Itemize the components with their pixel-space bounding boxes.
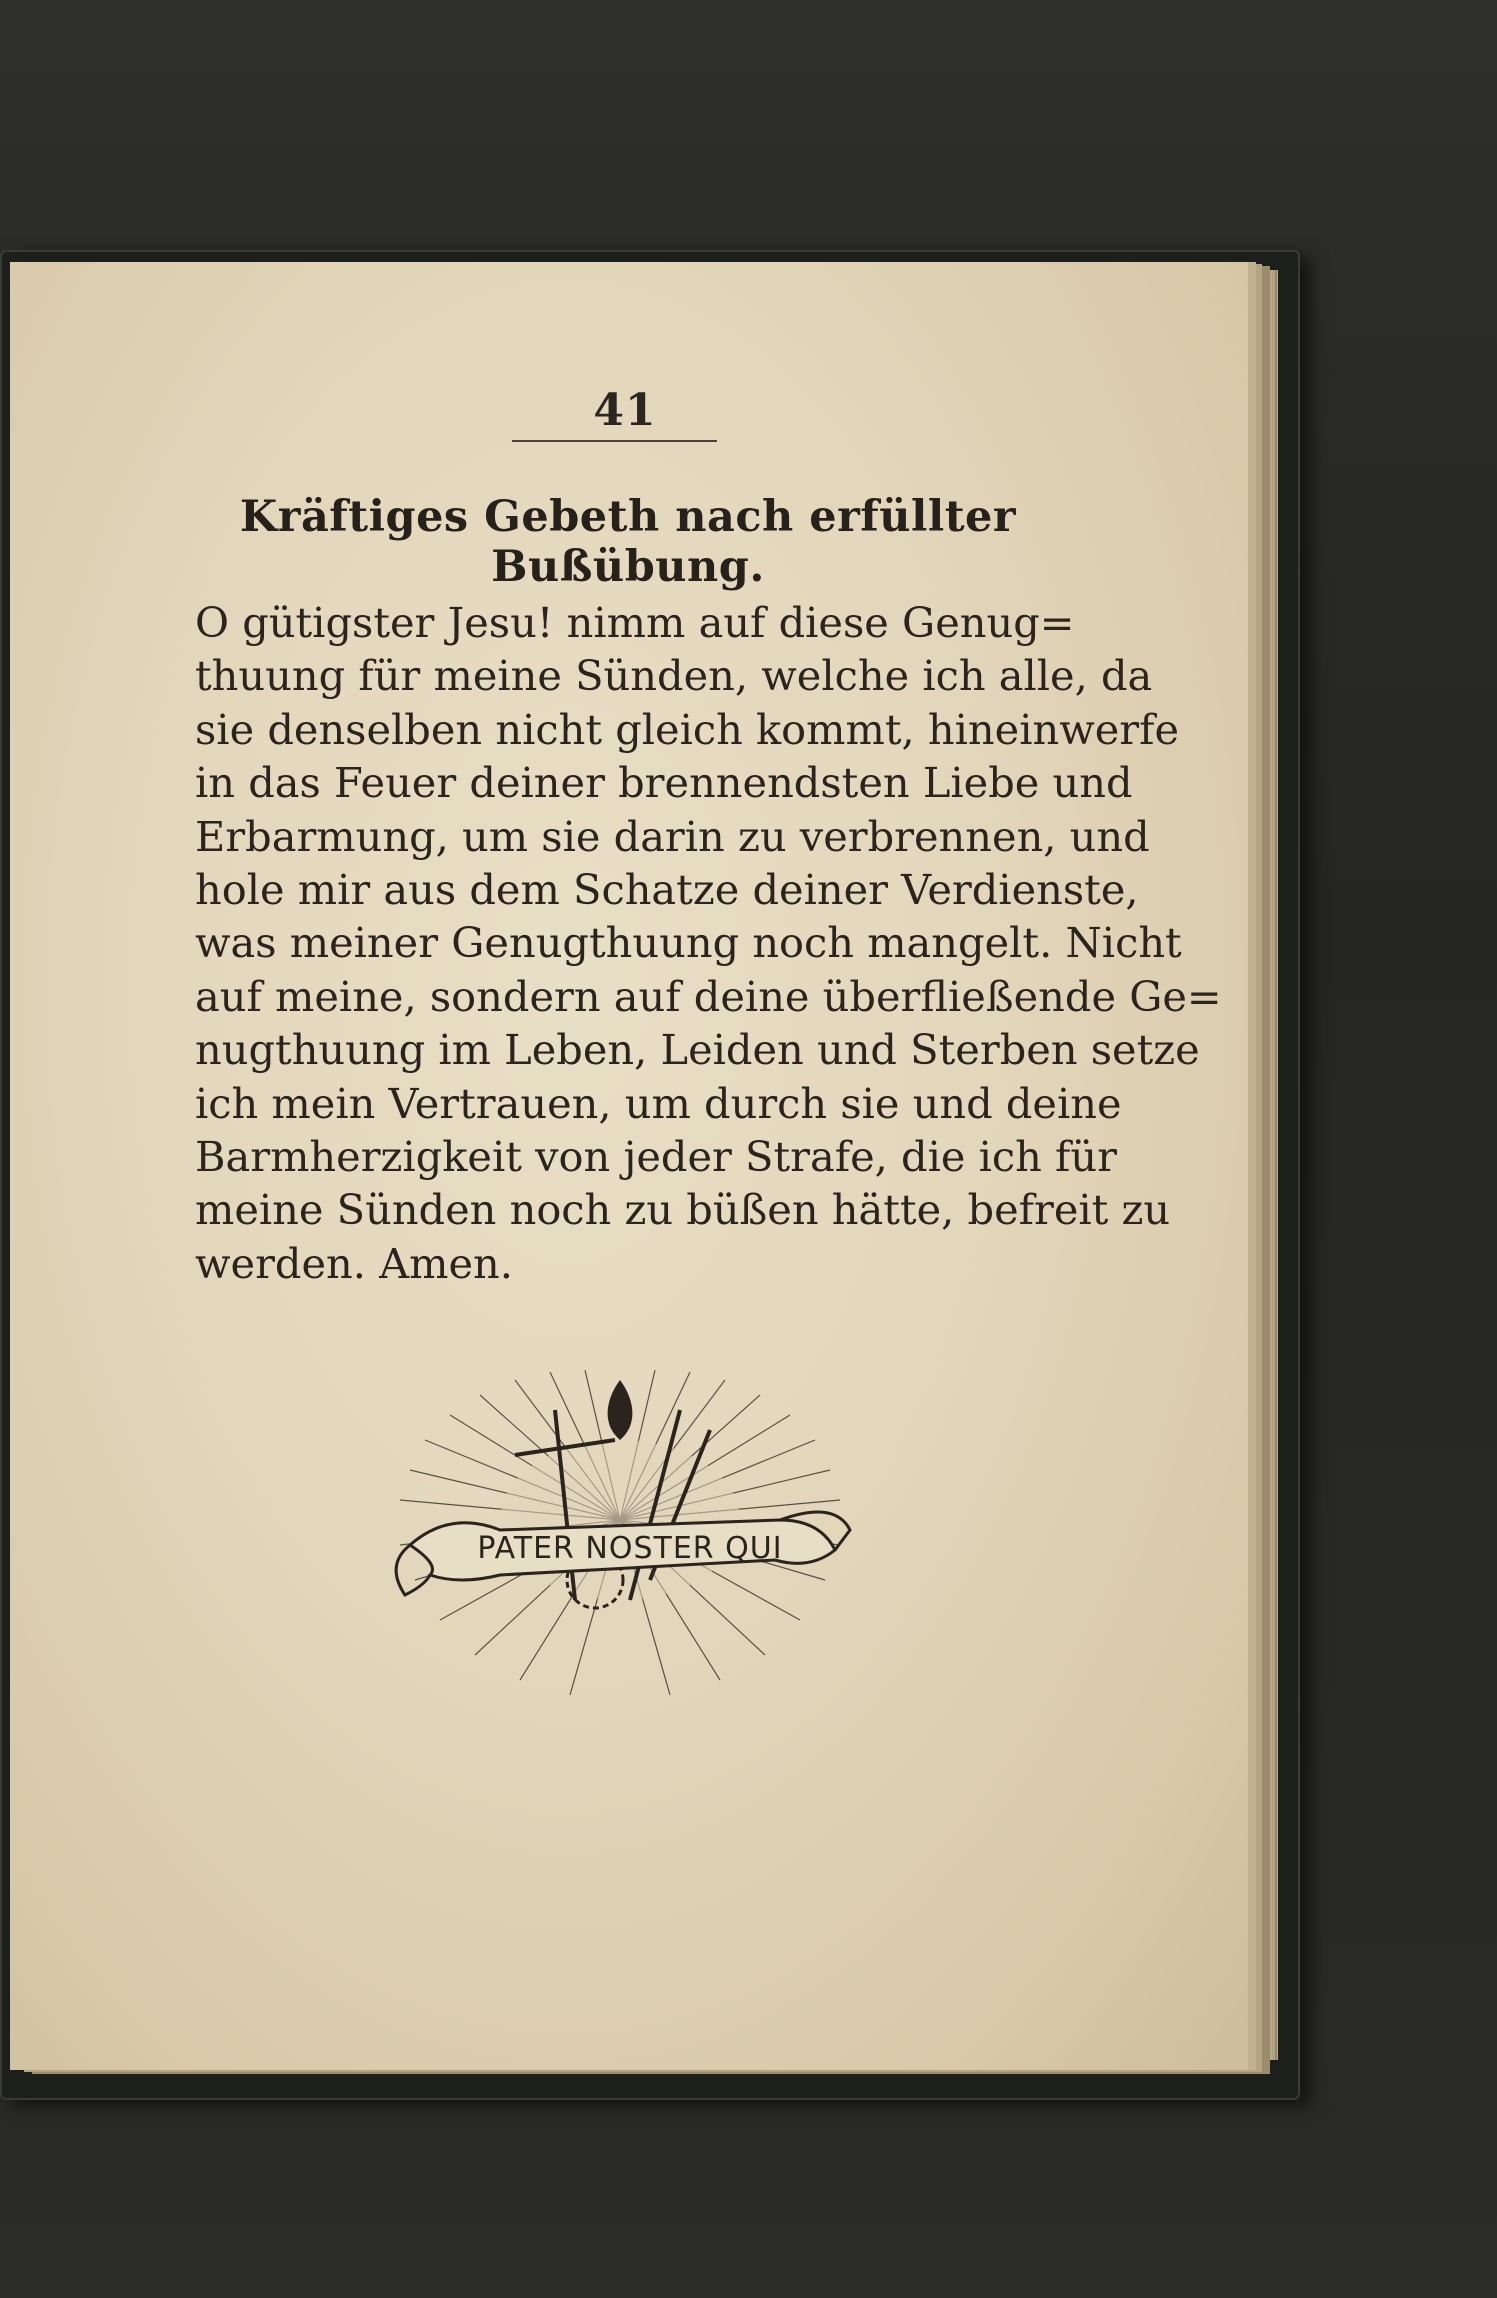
- text-line: thuung für meine Sünden, welche ich alle, da: [195, 651, 1153, 701]
- page-stack-edge: [1248, 270, 1278, 2060]
- text-line: nugthuung im Leben, Leiden und Sterben setze: [195, 1025, 1200, 1075]
- text-line: werden. Amen.: [195, 1238, 513, 1288]
- text-line: Barmherzigkeit von jeder Strafe, die ich für: [195, 1132, 1117, 1182]
- flaming-heart-icon: [608, 1380, 633, 1440]
- text-line: was meiner Genugthuung noch mangelt. Nicht: [195, 918, 1182, 968]
- banner-text: PATER NOSTER QUI: [477, 1531, 783, 1566]
- text-line: O gütigster Jesu! nimm auf diese Genug=: [195, 598, 1075, 647]
- text-line: sie denselben nicht gleich kommt, hineinwerfe: [195, 704, 1180, 754]
- text-line: hole mir aus dem Schatze deiner Verdienste,: [195, 865, 1139, 915]
- text-line: ich mein Vertrauen, um durch sie und deine: [195, 1078, 1122, 1128]
- pater-noster-vignette-icon: [380, 1370, 860, 1700]
- page-number: 41: [593, 385, 657, 436]
- prayer-title: Kräftiges Gebeth nach erfüllter Bußübung.: [239, 492, 1017, 592]
- header-rule: [512, 440, 717, 442]
- text-line: auf meine, sondern auf deine überfließende Ge=: [195, 971, 1222, 1021]
- text-line: Erbarmung, um sie darin zu verbrennen, und: [195, 811, 1150, 861]
- text-line: meine Sünden noch zu büßen hätte, befreit zu: [195, 1185, 1171, 1235]
- prayer-text: [195, 596, 1222, 1290]
- text-line: in das Feuer deiner brennendsten Liebe und: [195, 758, 1133, 808]
